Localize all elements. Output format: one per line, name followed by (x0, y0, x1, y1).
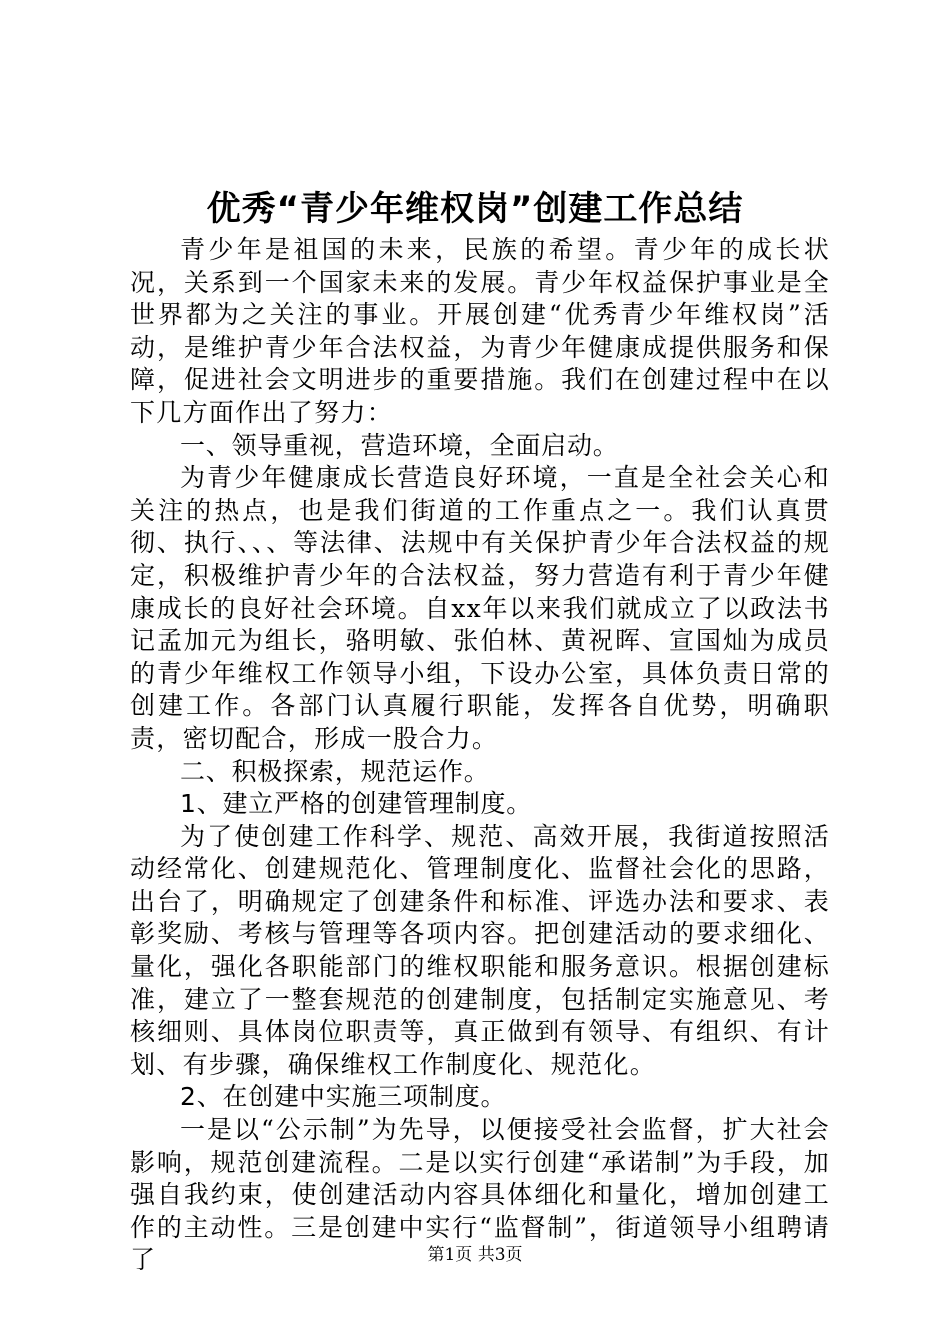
subsection-heading-2: 2、在创建中实施三项制度。 (180, 1082, 507, 1112)
section-heading-1: 一、领导重视，营造环境，全面启动。 (180, 430, 619, 460)
document-body (130, 234, 830, 1277)
subsection-1-paragraph: 为了使创建工作科学、规范、高效开展，我街道按照活动经常化、创建规范化、管理制度化、监督社会化的思路，出台了，明确规定了创建条件和标准、评选办法和要求、表彰奖励、考核与管理等各项内容。把创建活动的要求细化、量化，强化各职能部门的维权职能和服务意识。根据创建标准，建立了一整套规范的创建制度，包括制定实施意见、考核细则、具体岗位职责等，真正做到有领导、有组织、有计划、有步骤，确保维权工作制度化、规范化。 (130, 821, 830, 1079)
page-number-footer: 第1页 共3页 (427, 1245, 523, 1265)
intro-paragraph: 青少年是祖国的未来，民族的希望。青少年的成长状况，关系到一个国家未来的发展。青少年权益保护事业是全世界都为之关注的事业。开展创建“优秀青少年维权岗”活动，是维护青少年合法权益，为青少年健康成提供服务和保障，促进社会文明进步的重要措施。我们在创建过程中在以下几方面作出了努力： (130, 235, 830, 427)
section-heading-2: 二、积极探索，规范运作。 (180, 756, 490, 786)
subsection-2-paragraph: 一是以“公示制”为先导，以便接受社会监督，扩大社会影响，规范创建流程。二是以实行创建“承诺制”为手段，加强自我约束，使创建活动内容具体细化和量化，增加创建工作的主动性。三是创建中实行“监督制”，街道领导小组聘请了 (130, 1115, 830, 1275)
subsection-heading-1: 1、建立严格的创建管理制度。 (180, 789, 533, 819)
document-title: 优秀“青少年维权岗”创建工作总结 (206, 189, 744, 229)
section-1-paragraph: 为青少年健康成长营造良好环境，一直是全社会关心和关注的热点，也是我们街道的工作重点之一。我们认真贯彻、执行、、、等法律、法规中有关保护青少年合法权益的规定，积极维护青少年的合法权益，努力营造有利于青少年健康成长的良好社会环境。自xx年以来我们就成立了以政法书记孟加元为组长，骆明敏、张伯林、黄祝晖、宣国灿为成员的青少年维权工作领导小组，下设办公室，具体负责日常的创建工作。各部门认真履行职能，发挥各自优势，明确职责，密切配合，形成一股合力。 (130, 463, 830, 753)
